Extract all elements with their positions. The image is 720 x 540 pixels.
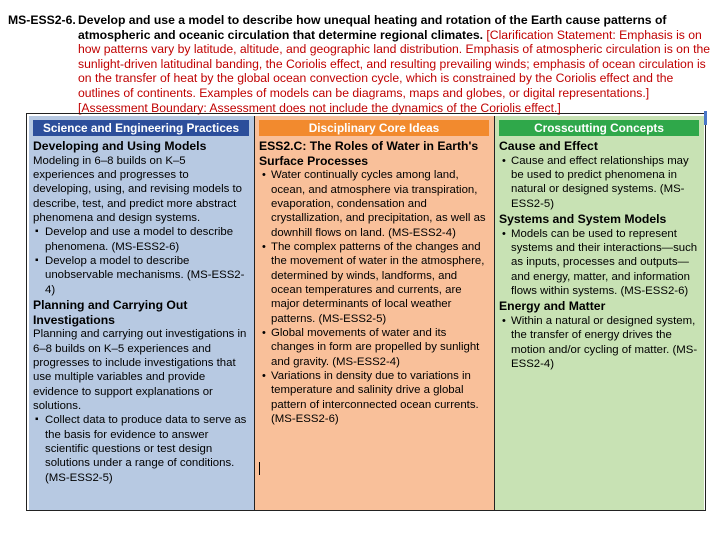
cc-section-energy (499, 299, 699, 371)
foundation-box-table (26, 113, 706, 511)
standard-code: MS-ESS2-6. (8, 13, 76, 27)
cc-bullets-cause (499, 154, 699, 211)
text-insertion-cursor (259, 462, 260, 475)
sep-bullet: ▪ Develop and use a model to describe phenomena. (MS-ESS2-6) (33, 225, 249, 254)
cc-heading-cause: Cause and Effect (499, 139, 598, 153)
standard-title: Develop and use a model to describe how unequal heating and rotation of the Earth cause patterns of atmospheric and oceanic circulation that determine regional climates. (78, 13, 667, 42)
dci-bullet: • Variations in density due to variations in temperature and salinity drive a global pattern of interconnected ocean currents. (MS-ESS2-6) (259, 369, 489, 426)
dci-bullet: • Global movements of water and its changes in form are propelled by sunlight and gravity. (MS-ESS2-4) (259, 326, 489, 369)
cc-section-cause (499, 139, 699, 211)
cc-bullet: • Cause and effect relationships may be used to predict phenomena in natural or designed systems. (MS-ESS2-5) (499, 154, 699, 211)
dci-header: Disciplinary Core Ideas (259, 120, 489, 136)
cc-column (494, 116, 704, 510)
cc-bullet: • Models can be used to represent systems and their interactions—such as inputs, processes and outputs—and energy, matter, and information flows within systems. (MS-ESS2-6) (499, 227, 699, 299)
sep-bullets-investigations (33, 413, 249, 485)
cc-heading-energy: Energy and Matter (499, 299, 606, 314)
sep-column (29, 116, 254, 510)
cc-section-systems (499, 212, 699, 298)
dci-bullet: • Water continually cycles among land, ocean, and atmosphere via transpiration, evaporation, condensation and crystallization, and precipitation, as well as downhill flows on land. (MS-ESS2-4) (259, 168, 489, 240)
sep-bullet: ▪ Develop a model to describe unobservable mechanisms. (MS-ESS2-4) (33, 254, 249, 297)
dci-bullets (259, 168, 489, 426)
dci-bullet: • The complex patterns of the changes and the movement of water in the atmosphere, determined by winds, landforms, and ocean temperatures and currents, are major determinants of local weather patterns. (MS-ESS2-5) (259, 240, 489, 326)
sep-heading-investigations: Planning and Carrying Out Investigations (33, 298, 188, 327)
cc-bullets-energy (499, 314, 699, 371)
sep-intro-models: Modeling in 6–8 builds on K–5 experiences and progresses to developing, using, and revising models to describe, test, and predict more abstract phenomena and design systems. (33, 154, 242, 224)
clarification-statement: [Clarification Statement: Emphasis is on how patterns vary by latitude, altitude, and geographic land distribution. Emphasis of atmospheric circulation is on the sunlight-driven latitudinal banding, the Coriolis effect, and resulting prevailing winds; emphasis of ocean circulation is on the transfer of heat by the global ocean convection cycle, which is constrained by the Coriolis effect and the outlines of continents. Examples of models can be diagrams, maps and globes, or digital representations.] [Assessment Boundary: Assessment does not include the dynamics of the Coriolis effect.] (78, 27, 711, 115)
standard-statement (8, 13, 716, 115)
standard-body (78, 13, 716, 115)
dci-heading: ESS2.C: The Roles of Water in Earth's Surface Processes (259, 139, 479, 168)
dci-column (254, 116, 494, 510)
text-cursor-marker (704, 111, 707, 125)
sep-bullets-models (33, 225, 249, 297)
sep-intro-investigations: Planning and carrying out investigations in 6–8 builds on K–5 experiences and progresses to include investigations that use multiple variables and provide evidence to support explanations or solutions. (33, 328, 247, 412)
sep-section-investigations (33, 298, 249, 485)
sep-header: Science and Engineering Practices (33, 120, 249, 136)
cc-heading-systems: Systems and System Models (499, 211, 667, 226)
sep-section-models (33, 139, 249, 297)
sep-bullet: ▪ Collect data to produce data to serve as the basis for evidence to answer scientific questions or test design solutions under a range of conditions. (MS-ESS2-5) (33, 413, 249, 485)
cc-header: Crosscutting Concepts (499, 120, 699, 136)
cc-bullet: • Within a natural or designed system, the transfer of energy drives the motion and/or cycling of matter. (MS-ESS2-4) (499, 314, 699, 371)
cc-bullets-systems (499, 227, 699, 299)
sep-heading-models: Developing and Using Models (33, 139, 207, 153)
